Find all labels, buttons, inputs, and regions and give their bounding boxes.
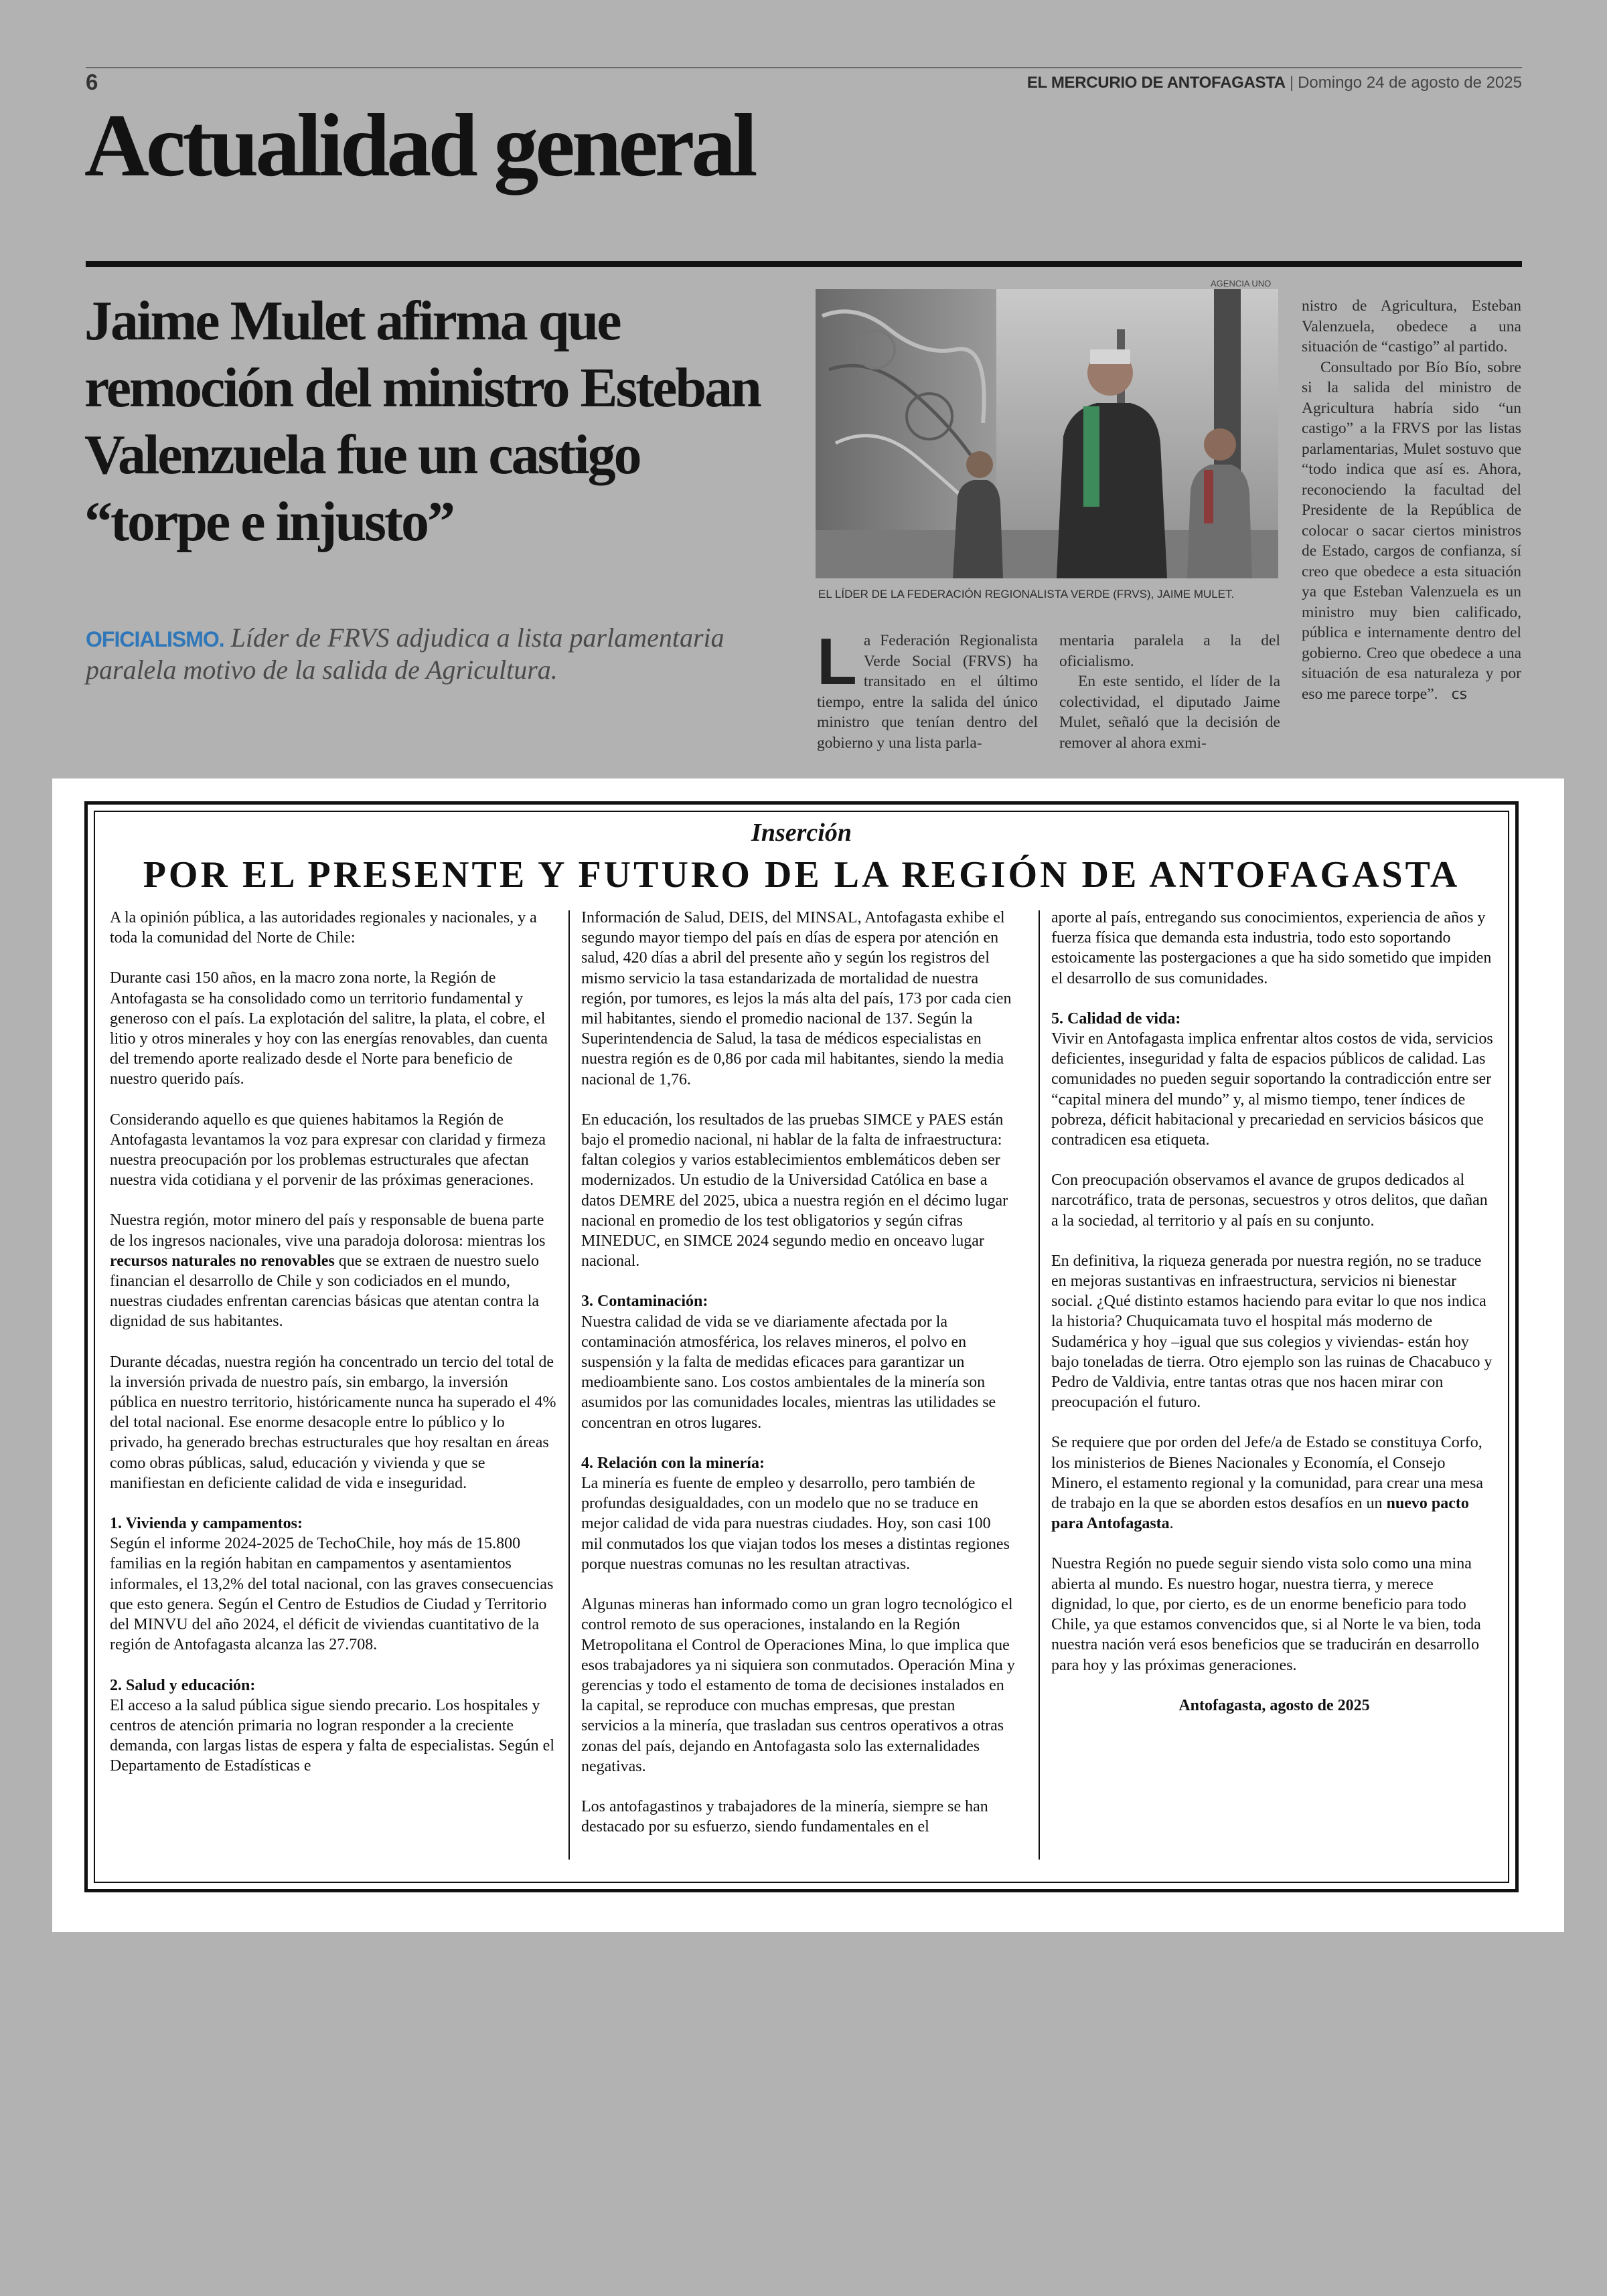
ad-paragraph — [110, 1210, 558, 1331]
insertion-column-2 — [581, 908, 1015, 1857]
masthead-date: Domingo 24 de agosto de 2025 — [1298, 74, 1522, 92]
ad-paragraph: Según el informe 2024-2025 de TechoChile, hoy más de 15.800 familias en la región habitan en campamentos y asentamientos informales, el 13,2% del total nacional, con las graves consecuencias que esto genera. Según el Centro de Estudios de Ciudad y Territorio del MINVU del año 2024, el déficit de viviendas cuantitativo de la región de Antofagasta alcanza las 27.708. — [110, 1535, 554, 1654]
ad-paragraph: Con preocupación observamos el avance de grupos dedicados al narcotráfico, trata de personas, secuestros y otros delitos, que dañan a la sociedad, al territorio y al país en su conjunto. — [1051, 1171, 1488, 1230]
story-headline: Jaime Mulet afirma que remoción del ministro Esteban Valenzuela fue un castigo “torpe e injusto” — [84, 290, 760, 553]
ad-paragraph: Algunas mineras han informado como un gran logro tecnológico el control remoto de sus operaciones, instalando en la Región Metropolitana el Control de Operaciones Mina, lo que implica que esos trabajadores ya ni siquiera son conmutados. Operación Mina y gerencias y todo el estamento de toma de decisiones instalados en la capital, se reproduce con muchas empresas, que prestan servicios a la minería, que trasladan sus centros operativos a otras zonas del país, dejando en Antofagasta solo las externalidades negativas. — [581, 1596, 1015, 1775]
ad-paragraph: Información de Salud, DEIS, del MINSAL, Antofagasta exhibe el segundo mayor tiempo del país en días de espera por atención en salud, 420 días a abril del presente año y según los registros del mismo servicio la tasa estandarizada de mortalidad de nuestra región, por tumores, es lejos la más alta del país, 173 por cada cien mil habitantes, siendo el promedio nacional de 137. Según la Superintendencia de Salud, la tasa de médicos especialistas en nuestra región es de 0,86 por cada mil habitantes, siendo la media nacional de 1,76. — [581, 909, 1012, 1088]
drop-cap: L — [817, 625, 857, 698]
story-paragraph — [817, 625, 1038, 753]
story-deck — [86, 623, 755, 685]
ad-paragraph: Durante casi 150 años, en la macro zona norte, la Región de Antofagasta se ha consolidado como un territorio fundamental y generoso con el país. La explotación del salitre, la plata, el cobre, el litio y otros minerales y hoy con las energías renovables, dan cuenta del tremendo aporte realizado desde el Norte para beneficio de nuestro querido país. — [110, 969, 548, 1088]
insertion-title: POR EL PRESENTE Y FUTURO DE LA REGIÓN DE ANTOFAGASTA — [143, 854, 1460, 896]
top-rule — [86, 67, 1522, 68]
column-divider — [568, 910, 570, 1860]
ad-paragraph: Los antofagastinos y trabajadores de la minería, siempre se han destacado por su esfuerzo, siendo fundamentales en el — [581, 1797, 988, 1836]
masthead-name: EL MERCURIO DE ANTOFAGASTA — [1026, 74, 1286, 92]
ad-paragraph: El acceso a la salud pública sigue siendo precario. Los hospitales y centros de atención primaria no logran responder a la creciente demanda, con largas listas de espera y falta de especialistas. Según el Departamento de Estadísticas e — [110, 1696, 554, 1775]
ad-paragraph: La minería es fuente de empleo y desarrollo, pero también de profundas desigualdades, con un modelo que no se traduce en mejor calidad de vida para nuestras ciudades. Hoy, son casi 100 mil conmutados los que viajan todos los meses a distintas regiones porque nuestras comunas no les resultan atractivas. — [581, 1475, 1010, 1573]
story-column-3 — [1302, 296, 1521, 705]
insertion-column-3 — [1051, 908, 1497, 1736]
photo-caption: EL LÍDER DE LA FEDERACIÓN REGIONALISTA VERDE (FRVS), JAIME MULET. — [818, 588, 1235, 600]
ad-paragraph: Nuestra Región no puede seguir siendo vista solo como una mina abierta al mundo. Es nuestro hogar, nuestra tierra, y merece dignidad, lo que, por cierto, es de un enorme beneficio para todo Chile, ya que estamos convencidos que, si al Norte le va bien, toda nuestra nación verá esos beneficios que se traducirán en desarrollo para hoy y las próximas generaciones. — [1051, 1555, 1481, 1674]
ad-paragraph: Vivir en Antofagasta implica enfrentar altos costos de vida, servicios deficientes, inseguridad y falta de espacios públicos de calidad. Las comunidades no pueden seguir soportando la contradicción entre ser “capital minera del mundo” y, al mismo tiempo, tener índices de pobreza, déficit habitacional y precariedad en servicios básicos que contradicen esa etiqueta. — [1051, 1030, 1493, 1149]
ad-section-heading: 2. Salud y educación: — [110, 1676, 256, 1694]
insertion-column-1 — [110, 908, 558, 1797]
story-paragraph — [1302, 357, 1521, 706]
column-divider — [1039, 910, 1040, 1860]
story-paragraph: En este sentido, el líder de la colectividad, el diputado Jaime Mulet, señaló que la decisión de remover al ahora exmi- — [1059, 673, 1280, 752]
story-photo — [816, 289, 1278, 578]
ad-paragraph: Nuestra calidad de vida se ve diariamente afectada por la contaminación atmosférica, los relaves mineros, el polvo en suspensión y la falta de medidas eficaces para garantizar un medioambiente sano. Los costos ambientales de la minería son asumidos por las comunidades locales, mientras las utilidades se concentran en otros lugares. — [581, 1313, 996, 1432]
ad-text: . — [1169, 1515, 1174, 1533]
insertion-label: Inserción — [751, 819, 852, 847]
ad-section-heading: 5. Calidad de vida: — [1051, 1009, 1181, 1028]
ad-text: Nuestra región, motor minero del país y responsable de buena parte de los ingresos nacionales, vive una paradoja dolorosa: mientras los — [110, 1212, 546, 1250]
story-text: Consultado por Bío Bío, sobre si la salida del ministro de Agricultura habría sido “un castigo” a la FRVS por las listas parlamentarias, Mulet sostuvo que “todo indica que así es. Ahora, reconociendo la facultad del Presidente de la República de colocar o sacar ciertos ministros de Estado, cargos de confianza, sí creo que obedece a esta situación ya que Esteban Valenzuela es un ministro muy bien calificado, pública e internamente dentro del gobierno. Creo que obedece a una situación de esa naturaleza y por eso me parece torpe”. — [1302, 358, 1521, 703]
page-number: 6 — [86, 70, 98, 94]
masthead — [1027, 74, 1522, 92]
end-mark-icon: cs — [1451, 685, 1468, 703]
ad-section-heading: 3. Contaminación: — [581, 1293, 708, 1311]
story-kicker: OFICIALISMO. — [86, 627, 224, 651]
photo-credit: AGENCIA UNO — [1211, 278, 1272, 289]
story-paragraph: nistro de Agricultura, Esteban Valenzuela, obedece a una situación de “castigo” al partido. — [1302, 297, 1521, 355]
ad-paragraph: En educación, los resultados de las pruebas SIMCE y PAES están bajo el promedio nacional, ni hablar de la falta de infraestructura: faltan colegios y varios establecimientos emblemáticos deben ser modernizados. Un estudio de la Universidad Católica en base a datos DEMRE del 2025, ubica a nuestra región en el décimo lugar nacional en promedio de los test obligatorios y según cifras MINEDUC, en SIMCE 2024 segundo medio en onceavo lugar nacional. — [581, 1111, 1008, 1270]
story-column-2 — [1059, 631, 1280, 753]
ad-paragraph: En definitiva, la riqueza generada por nuestra región, no se traduce en mejoras sustantivas en infraestructura, servicios ni bienestar social. ¿Qué distinto estamos haciendo para evitar lo que nos indica la historia? Chuquicamata tuvo el hospital más moderno de Sudamérica y hoy –igual que sus colegios y viviendas- están hoy bajo toneladas de tierra. Otro ejemplo son las ruinas de Chacabuco y Pedro de Valdivia, entre tantas otras que nos hacen mirar con preocupación el futuro. — [1051, 1252, 1493, 1412]
masthead-separator: | — [1289, 74, 1294, 92]
ad-paragraph — [1051, 1432, 1497, 1534]
story-deck-text: Líder de FRVS adjudica a lista parlamentaria paralela motivo de la salida de Agricultura. — [86, 623, 724, 685]
story-paragraph: mentaria paralela a la del oficialismo. — [1059, 632, 1280, 670]
ad-bold-text: nuevo pacto para Antofagasta — [1051, 1495, 1469, 1533]
ad-paragraph: Durante décadas, nuestra región ha concentrado un tercio del total de la inversión privada de nuestro país, sin embargo, la inversión pública en nuestro territorio, históricamente nunca ha superado el 4% del total nacional. Ese enorme desacople entre lo público y lo privado, ha generado brechas estructurales que hoy resaltan en áreas como obras públicas, salud, educación y vivienda y que se manifiestan en deficiente calidad de vida e inseguridad. — [110, 1353, 556, 1492]
ad-bold-text: recursos naturales no renovables — [110, 1252, 335, 1270]
ad-paragraph: aporte al país, entregando sus conocimientos, experiencia de años y fuerza física que demanda esta industria, todo esto soportando estoicamente las postergaciones a que ha sido sometido que impiden el desarrollo de sus comunidades. — [1051, 909, 1492, 987]
story-text: a Federación Regionalista Verde Social (FRVS) ha transitado en el último tiempo, entre la salida del único ministro que tenían dentro del gobierno y una lista parla- — [817, 632, 1038, 752]
section-rule — [86, 261, 1522, 267]
section-title: Actualidad general — [84, 96, 755, 195]
ad-closing-line: Antofagasta, agosto de 2025 — [1178, 1696, 1370, 1714]
ad-paragraph: A la opinión pública, a las autoridades regionales y nacionales, y a toda la comunidad del Norte de Chile: — [110, 909, 537, 947]
ad-paragraph: Considerando aquello es que quienes habitamos la Región de Antofagasta levantamos la voz para expresar con claridad y firmeza nuestra preocupación por los problemas estructurales que afectan nuestra vida cotidiana y el porvenir de las próximas generaciones. — [110, 1111, 546, 1190]
ad-text: Se requiere que por orden del Jefe/a de Estado se constituya Corfo, los ministerios de Bienes Nacionales y Economía, el Consejo Minero, el estamento regional y la comunidad, para crear una mesa de trabajo en la que se aborden estos desafíos en un — [1051, 1434, 1484, 1513]
story-column-1 — [817, 625, 1038, 753]
ad-text: que se extraen de nuestro suelo financian el desarrollo de Chile y son codiciados en el mundo, nuestras ciudades enfrentan carencias básicas que atentan contra la dignidad de sus habitantes. — [110, 1252, 540, 1331]
ad-section-heading: 1. Vivienda y campamentos: — [110, 1515, 303, 1533]
ad-section-heading: 4. Relación con la minería: — [581, 1454, 765, 1472]
